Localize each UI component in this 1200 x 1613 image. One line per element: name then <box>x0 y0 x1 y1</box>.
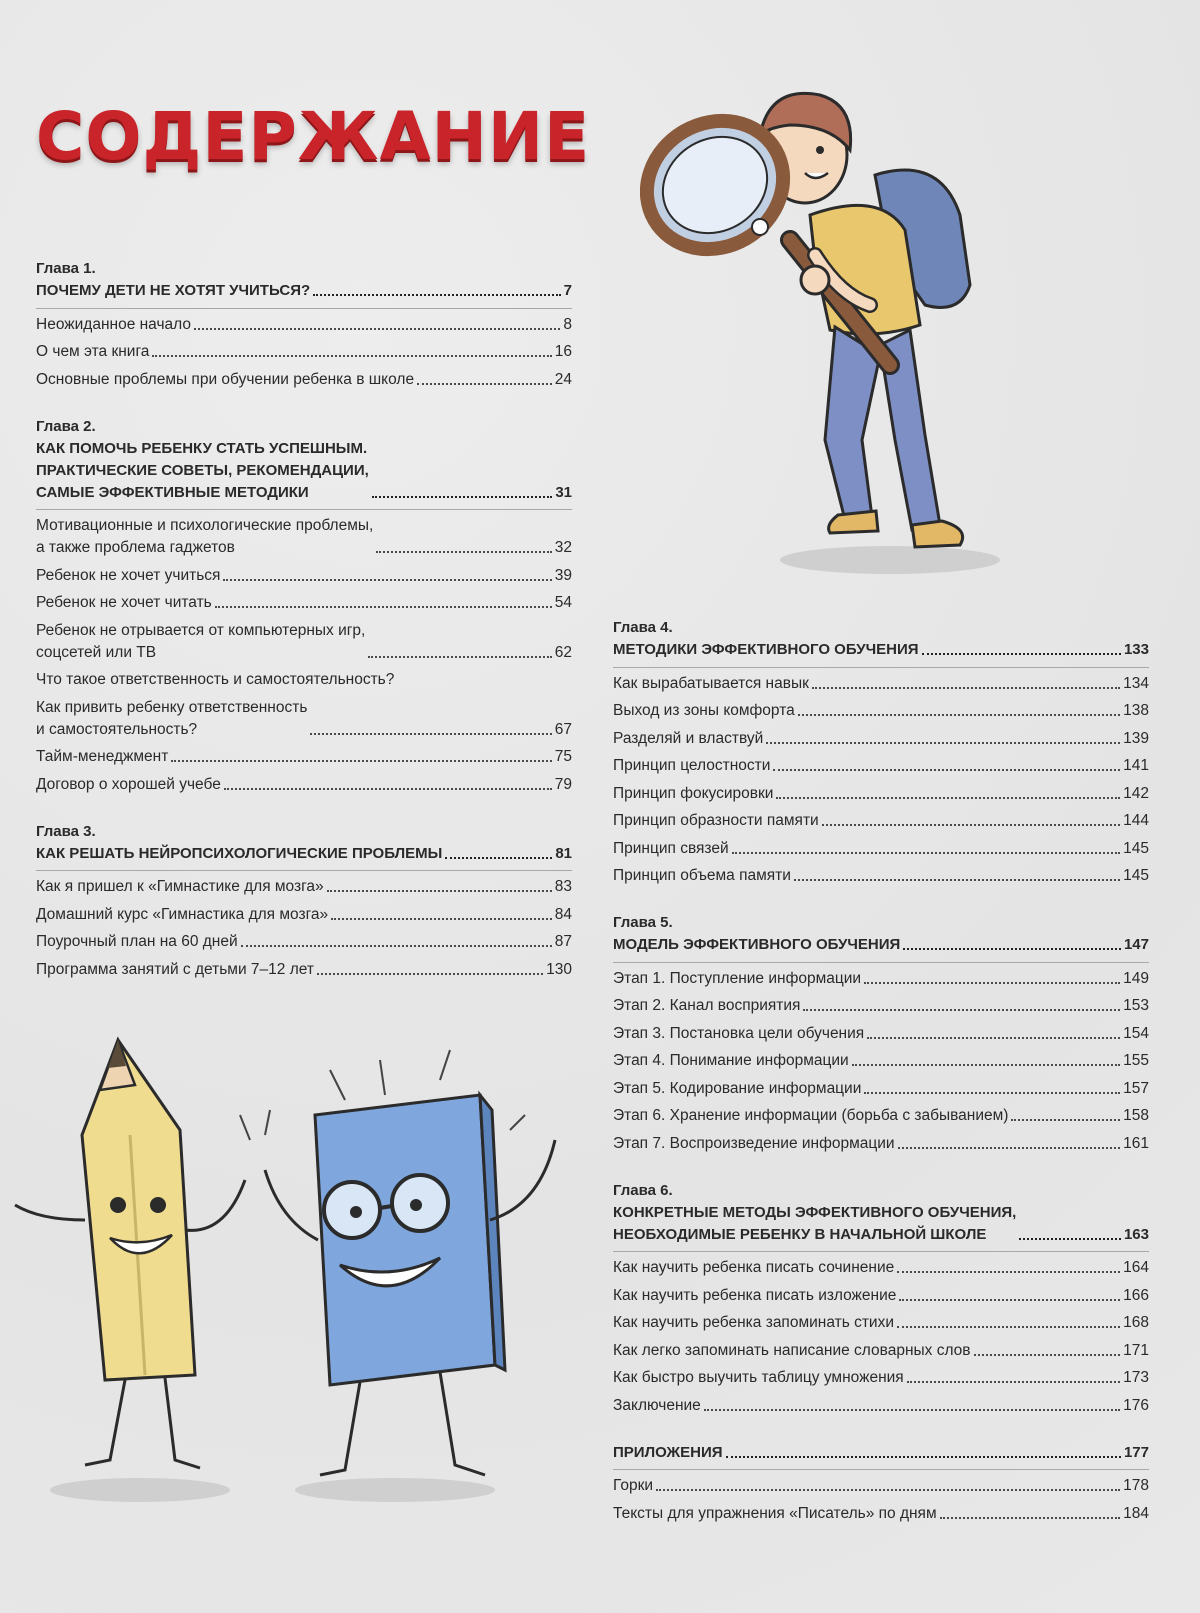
toc-entry[interactable] <box>613 1367 1149 1389</box>
divider <box>613 1469 1149 1470</box>
chapter-title: ПРИЛОЖЕНИЯ <box>613 1443 723 1461</box>
dot-leader <box>812 687 1120 689</box>
toc-entry[interactable] <box>613 1503 1149 1525</box>
toc-chapter <box>36 821 572 981</box>
page-number: 145 <box>1123 839 1149 857</box>
toc-entry[interactable] <box>613 1050 1149 1072</box>
page-title: СОДЕРЖАНИЕ <box>36 98 591 175</box>
page-number: 54 <box>554 594 572 611</box>
page-number: 173 <box>1123 1369 1149 1386</box>
page-number: 168 <box>1123 1314 1149 1331</box>
toc-chapter <box>36 416 572 796</box>
page-number: 24 <box>554 370 572 388</box>
page-number: 138 <box>1123 702 1149 719</box>
entry-title: Как вырабатывается навык <box>613 674 809 692</box>
toc-entry[interactable] <box>613 838 1149 860</box>
dot-leader <box>766 742 1120 744</box>
dot-leader <box>940 1517 1121 1519</box>
dot-leader <box>776 797 1120 799</box>
chapter-title: ПОЧЕМУ ДЕТИ НЕ ХОТЯТ УЧИТЬСЯ? <box>36 282 311 299</box>
dot-leader <box>773 769 1120 771</box>
toc-chapter <box>36 258 572 391</box>
page-number: 157 <box>1123 1079 1149 1097</box>
page-number: 155 <box>1123 1052 1149 1069</box>
divider <box>36 308 572 309</box>
divider <box>36 870 572 871</box>
entry-title: Что такое ответственность и самостоятельность? <box>36 671 395 688</box>
divider <box>613 667 1149 668</box>
dot-leader <box>327 890 552 892</box>
toc-entry[interactable] <box>36 904 572 926</box>
page-number: 79 <box>554 775 572 793</box>
entry-title: Как я пришел к «Гимнастике для мозга» <box>36 878 324 895</box>
dot-leader <box>852 1064 1120 1066</box>
toc-entry[interactable] <box>613 1340 1149 1362</box>
toc-entry[interactable] <box>613 1285 1149 1307</box>
dot-leader <box>726 1456 1121 1458</box>
toc-entry[interactable] <box>613 728 1149 750</box>
dot-leader <box>1011 1119 1120 1121</box>
toc-entry[interactable] <box>613 1395 1149 1417</box>
page-number: 83 <box>554 878 572 895</box>
entry-title: Заключение <box>613 1396 701 1414</box>
entry-title: Этап 2. Канал восприятия <box>613 997 801 1014</box>
toc-entry[interactable] <box>36 774 572 796</box>
page-number: 149 <box>1123 969 1149 987</box>
page-number: 139 <box>1123 729 1149 747</box>
dot-leader <box>798 714 1120 716</box>
page-number: 176 <box>1123 1396 1149 1414</box>
toc-entry[interactable] <box>613 1133 1149 1155</box>
chapter-label: Глава 4. <box>613 619 673 636</box>
entry-title: Как научить ребенка писать изложение <box>613 1286 897 1304</box>
page-number: 84 <box>554 905 572 923</box>
toc-entry[interactable] <box>613 810 1149 832</box>
entry-title: Тайм-менеджмент <box>36 748 169 765</box>
toc-entry[interactable] <box>36 341 572 363</box>
dot-leader <box>317 973 543 975</box>
dot-leader <box>376 551 551 553</box>
toc-entry[interactable] <box>613 995 1149 1017</box>
toc-right-column <box>613 617 1149 1550</box>
page-number: 144 <box>1123 812 1149 829</box>
entry-title: Принцип объема памяти <box>613 867 791 884</box>
toc-entry[interactable] <box>613 1475 1149 1497</box>
entry-title: Принцип образности памяти <box>613 812 819 829</box>
chapter-label: Глава 5. <box>613 914 673 931</box>
chapter-heading-entry[interactable] <box>613 934 1149 956</box>
entry-title: Договор о хорошей учебе <box>36 775 221 793</box>
page-number: 7 <box>563 282 572 299</box>
toc-left-column <box>36 258 572 1006</box>
boy-with-magnifier-illustration <box>640 55 1020 585</box>
chapter-heading-entry[interactable] <box>613 1202 1149 1246</box>
page-number: 158 <box>1123 1107 1149 1124</box>
toc-entry[interactable] <box>613 673 1149 695</box>
page-number: 141 <box>1123 757 1149 774</box>
chapter-title: МОДЕЛЬ ЭФФЕКТИВНОГО ОБУЧЕНИЯ <box>613 936 901 953</box>
dot-leader <box>898 1147 1121 1149</box>
dot-leader <box>864 1092 1120 1094</box>
page-number: 154 <box>1123 1024 1149 1042</box>
divider <box>613 1251 1149 1252</box>
page-number: 87 <box>554 933 572 950</box>
dot-leader <box>1019 1238 1121 1240</box>
toc-entry[interactable] <box>36 959 572 981</box>
dot-leader <box>794 879 1120 881</box>
entry-title: Этап 7. Воспроизведение информации <box>613 1134 895 1152</box>
entry-title: Основные проблемы при обучении ребенка в школе <box>36 370 415 388</box>
entry-title: Ребенок не хочет учиться <box>36 566 221 584</box>
entry-title: Мотивационные и психологические проблемы, а также проблема гаджетов <box>36 517 374 556</box>
entry-title: Как привить ребенку ответственность и самостоятельность? <box>36 698 308 738</box>
chapter-title: КАК РЕШАТЬ НЕЙРОПСИХОЛОГИЧЕСКИЕ ПРОБЛЕМЫ <box>36 844 443 862</box>
chapter-heading-entry[interactable] <box>36 843 572 865</box>
entry-title: Горки <box>613 1477 654 1494</box>
entry-title: Как легко запоминать написание словарных слов <box>613 1341 971 1359</box>
toc-entry[interactable] <box>613 1078 1149 1100</box>
entry-title: Этап 5. Кодирование информации <box>613 1079 862 1097</box>
dot-leader <box>417 383 552 385</box>
dot-leader <box>194 328 560 330</box>
page-number: 142 <box>1123 784 1149 802</box>
entry-title: Тексты для упражнения «Писатель» по дням <box>613 1504 937 1522</box>
entry-title: Этап 3. Постановка цели обучения <box>613 1024 865 1042</box>
entry-title: Принцип фокусировки <box>613 784 774 802</box>
chapter-heading-entry[interactable] <box>36 438 572 504</box>
page-number: 32 <box>554 539 572 556</box>
entry-title: Как быстро выучить таблицу умножения <box>613 1369 904 1386</box>
dot-leader <box>331 918 552 920</box>
dot-leader <box>656 1489 1120 1491</box>
page-number: 177 <box>1123 1443 1149 1461</box>
toc-entry[interactable] <box>613 1023 1149 1045</box>
dot-leader <box>864 982 1120 984</box>
entry-title: О чем эта книга <box>36 343 150 360</box>
page-number: 147 <box>1123 936 1149 953</box>
dot-leader <box>867 1037 1120 1039</box>
dot-leader <box>445 857 552 859</box>
page-number: 164 <box>1123 1259 1149 1276</box>
chapter-label: Глава 2. <box>36 417 96 435</box>
dot-leader <box>704 1409 1120 1411</box>
page-number: 39 <box>554 566 572 584</box>
chapter-heading-entry[interactable] <box>36 280 572 302</box>
toc-entry[interactable] <box>36 876 572 898</box>
entry-title: Ребенок не хочет читать <box>36 594 212 611</box>
dot-leader <box>899 1299 1120 1301</box>
toc-entry[interactable] <box>36 669 572 691</box>
dot-leader <box>732 852 1120 854</box>
toc-chapter <box>613 912 1149 1155</box>
pencil-and-book-characters-illustration <box>0 1020 600 1520</box>
dot-leader <box>897 1326 1120 1328</box>
chapter-label: Глава 6. <box>613 1181 673 1199</box>
entry-title: Разделяй и властвуй <box>613 729 764 747</box>
dot-leader <box>907 1381 1120 1383</box>
page-number: 81 <box>555 844 572 862</box>
entry-title: Поурочный план на 60 дней <box>36 933 238 950</box>
dot-leader <box>903 948 1121 950</box>
entry-title: Домашний курс «Гимнастика для мозга» <box>36 905 329 923</box>
chapter-title: КАК ПОМОЧЬ РЕБЕНКУ СТАТЬ УСПЕШНЫМ. ПРАКТИЧЕСКИЕ СОВЕТЫ, РЕКОМЕНДАЦИИ, САМЫЕ ЭФФЕКТИВНЫЕ МЕТОДИКИ <box>36 439 369 501</box>
dot-leader <box>803 1009 1120 1011</box>
dot-leader <box>152 355 551 357</box>
toc-entry[interactable] <box>613 783 1149 805</box>
toc-entry[interactable] <box>36 697 572 741</box>
toc-entry[interactable] <box>613 968 1149 990</box>
entry-title: Выход из зоны комфорта <box>613 702 795 719</box>
page-number: 133 <box>1123 641 1149 658</box>
page-number: 163 <box>1123 1225 1149 1243</box>
dot-leader <box>313 294 561 296</box>
toc-entry[interactable] <box>613 1312 1149 1334</box>
chapter-title: МЕТОДИКИ ЭФФЕКТИВНОГО ОБУЧЕНИЯ <box>613 641 919 658</box>
entry-title: Этап 6. Хранение информации (борьба с забыванием) <box>613 1107 1009 1124</box>
chapter-title: КОНКРЕТНЫЕ МЕТОДЫ ЭФФЕКТИВНОГО ОБУЧЕНИЯ, НЕОБХОДИМЫЕ РЕБЕНКУ В НАЧАЛЬНОЙ ШКОЛЕ <box>613 1203 1017 1243</box>
dot-leader <box>310 733 551 735</box>
dot-leader <box>822 824 1120 826</box>
toc-chapter <box>613 1442 1149 1525</box>
toc-entry[interactable] <box>36 369 572 391</box>
page-number: 145 <box>1123 867 1149 884</box>
dot-leader <box>223 579 551 581</box>
page-number: 153 <box>1123 997 1149 1014</box>
dot-leader <box>372 496 553 498</box>
page-number: 178 <box>1123 1477 1149 1494</box>
chapter-label: Глава 1. <box>36 260 96 277</box>
page-number: 67 <box>554 720 572 738</box>
dot-leader <box>171 760 551 762</box>
entry-title: Как научить ребенка писать сочинение <box>613 1259 895 1276</box>
entry-title: Неожиданное начало <box>36 315 191 333</box>
toc-entry[interactable] <box>36 565 572 587</box>
entry-title: Этап 1. Поступление информации <box>613 969 862 987</box>
toc-entry[interactable] <box>36 931 572 953</box>
page-number: 184 <box>1123 1504 1149 1522</box>
toc-entry[interactable] <box>613 865 1149 887</box>
toc-entry[interactable] <box>613 700 1149 722</box>
page-number: 166 <box>1123 1286 1149 1304</box>
toc-entry[interactable] <box>36 592 572 614</box>
page-number: 171 <box>1123 1341 1149 1359</box>
toc-entry[interactable] <box>36 314 572 336</box>
dot-leader <box>224 788 552 790</box>
divider <box>36 509 572 510</box>
toc-entry[interactable] <box>613 1105 1149 1127</box>
toc-entry[interactable] <box>613 1257 1149 1279</box>
toc-chapter <box>613 617 1149 887</box>
toc-entry[interactable] <box>613 755 1149 777</box>
entry-title: Как научить ребенка запоминать стихи <box>613 1314 894 1331</box>
toc-entry[interactable] <box>36 515 572 559</box>
chapter-heading-entry[interactable] <box>613 1442 1149 1464</box>
page-number: 130 <box>546 960 572 978</box>
dot-leader <box>241 945 552 947</box>
entry-title: Принцип связей <box>613 839 729 857</box>
page-number: 62 <box>554 643 572 661</box>
toc-entry[interactable] <box>36 746 572 768</box>
entry-title: Программа занятий с детьми 7–12 лет <box>36 960 314 978</box>
toc-chapter <box>613 1180 1149 1417</box>
dot-leader <box>215 606 552 608</box>
entry-title: Ребенок не отрывается от компьютерных игр, соцсетей или ТВ <box>36 621 366 661</box>
page-number: 161 <box>1123 1134 1149 1152</box>
page-number: 16 <box>554 343 572 360</box>
page-number: 31 <box>555 483 572 501</box>
dot-leader <box>368 656 551 658</box>
page-number: 134 <box>1123 674 1149 692</box>
dot-leader <box>922 653 1121 655</box>
chapter-label: Глава 3. <box>36 822 96 840</box>
toc-entry[interactable] <box>36 620 572 664</box>
page-number: 75 <box>554 748 572 765</box>
entry-title: Принцип целостности <box>613 757 771 774</box>
divider <box>613 962 1149 963</box>
entry-title: Этап 4. Понимание информации <box>613 1052 849 1069</box>
dot-leader <box>897 1271 1120 1273</box>
page-number: 8 <box>563 315 572 333</box>
dot-leader <box>974 1354 1121 1356</box>
chapter-heading-entry[interactable] <box>613 639 1149 661</box>
